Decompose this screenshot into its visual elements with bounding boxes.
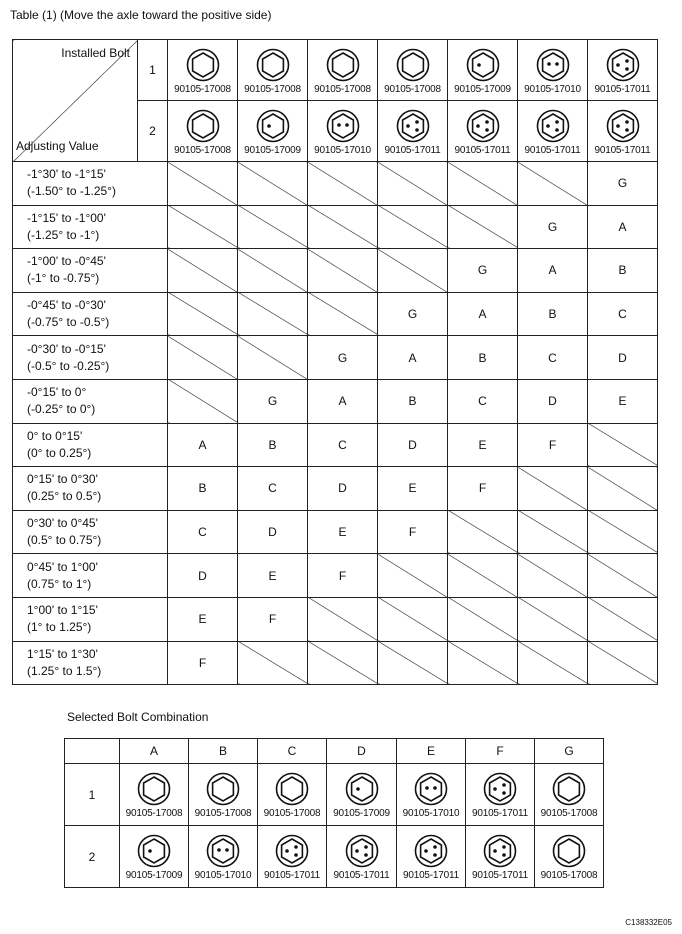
not-applicable-cell xyxy=(308,597,378,641)
bolt-cell xyxy=(535,764,604,826)
not-applicable-cell xyxy=(238,162,308,206)
combination-letter: A xyxy=(168,423,238,467)
combination-letter: D xyxy=(238,510,308,554)
not-applicable-cell xyxy=(168,379,238,423)
bolt-cell xyxy=(378,101,448,162)
bolt-figure xyxy=(238,105,307,158)
bolt-cell xyxy=(448,40,518,101)
bolt-figure xyxy=(535,768,603,821)
adjustment-row xyxy=(13,205,658,249)
part-number: 90105-17011 xyxy=(333,870,390,881)
selected-bolt-row xyxy=(65,826,604,888)
part-number: 90105-17008 xyxy=(125,808,183,819)
range-minutes: 1°15' to 1°30' xyxy=(27,646,98,661)
part-number: 90105-17011 xyxy=(471,870,528,881)
range-minutes: -0°15' to 0° xyxy=(27,385,87,400)
bolt-one-dot-icon xyxy=(466,48,500,82)
combination-letter-header: D xyxy=(327,739,397,764)
bolt-cell xyxy=(189,764,258,826)
bolt-figure xyxy=(378,44,447,97)
range-minutes: 0°45' to 1°00' xyxy=(27,559,98,574)
not-applicable-cell xyxy=(308,641,378,685)
bolt-position-number: 2 xyxy=(65,826,120,888)
bolt-cell xyxy=(466,764,535,826)
part-number: 90105-17011 xyxy=(454,144,511,156)
range-degrees: (0.5° to 0.75°) xyxy=(27,533,102,548)
range-minutes: -1°15' to -1°00' xyxy=(27,210,106,225)
adjustment-row xyxy=(13,641,658,685)
part-number: 90105-17011 xyxy=(524,144,581,156)
combination-letter: F xyxy=(168,641,238,685)
not-applicable-cell xyxy=(378,249,448,293)
bolt-cell xyxy=(397,826,466,888)
not-applicable-cell xyxy=(518,597,588,641)
range-degrees: (-1° to -0.75°) xyxy=(27,271,100,286)
combination-letter: D xyxy=(518,379,588,423)
range-degrees: (-1.25° to -1°) xyxy=(27,227,100,242)
not-applicable-cell xyxy=(378,162,448,206)
bolt-plain-icon xyxy=(206,772,240,806)
range-degrees: (-0.75° to -0.5°) xyxy=(27,315,110,330)
part-number: 90105-17008 xyxy=(174,83,231,95)
bolt-plain-icon xyxy=(552,772,586,806)
not-applicable-cell xyxy=(238,336,308,380)
bolt-three-dot-icon xyxy=(396,109,430,143)
adjustment-row xyxy=(13,336,658,380)
not-applicable-cell xyxy=(378,641,448,685)
bolt-figure xyxy=(238,44,307,97)
combination-letter: A xyxy=(518,249,588,293)
adjusting-value-range xyxy=(13,423,168,467)
range-minutes: -0°45' to -0°30' xyxy=(27,298,106,313)
combination-letter: C xyxy=(168,510,238,554)
bolt-plain-icon xyxy=(275,772,309,806)
bolt-figure xyxy=(448,44,517,97)
range-minutes: 0°15' to 0°30' xyxy=(27,472,98,487)
combination-letter: B xyxy=(238,423,308,467)
adjustment-row xyxy=(13,510,658,554)
combination-letter: F xyxy=(238,597,308,641)
part-number: 90105-17009 xyxy=(333,808,390,819)
part-number: 90105-17011 xyxy=(384,144,441,156)
combination-letter: G xyxy=(518,205,588,249)
not-applicable-cell xyxy=(448,641,518,685)
not-applicable-cell xyxy=(308,249,378,293)
part-number: 90105-17011 xyxy=(402,870,459,881)
range-degrees: (0.75° to 1°) xyxy=(27,576,92,591)
adjusting-value-range xyxy=(13,292,168,336)
bolt-two-dot-icon xyxy=(414,772,448,806)
bolt-position-number: 1 xyxy=(65,764,120,826)
not-applicable-cell xyxy=(308,292,378,336)
combination-letter: D xyxy=(588,336,658,380)
bolt-plain-icon xyxy=(256,48,290,82)
bolt-figure xyxy=(535,830,603,883)
bolt-cell xyxy=(466,826,535,888)
combination-letter-header: A xyxy=(120,739,189,764)
adjusting-value-label: Adjusting Value xyxy=(16,139,99,153)
not-applicable-cell xyxy=(518,162,588,206)
part-number: 90105-17011 xyxy=(263,870,320,881)
combination-letter: B xyxy=(168,467,238,511)
combination-letter: E xyxy=(588,379,658,423)
bolt-figure xyxy=(120,768,188,821)
bolt-cell xyxy=(308,101,378,162)
adjustment-row xyxy=(13,249,658,293)
bolt-cell xyxy=(168,101,238,162)
combination-letter: C xyxy=(588,292,658,336)
adjustment-table xyxy=(12,39,658,685)
corner-header xyxy=(13,40,138,162)
not-applicable-cell xyxy=(168,162,238,206)
combination-letter: E xyxy=(168,597,238,641)
bolt-three-dot-icon xyxy=(483,834,517,868)
bolt-three-dot-icon xyxy=(275,834,309,868)
range-degrees: (-0.25° to 0°) xyxy=(27,402,96,417)
part-number: 90105-17008 xyxy=(540,808,598,819)
adjusting-value-range xyxy=(13,205,168,249)
bolt-cell xyxy=(448,101,518,162)
part-number: 90105-17011 xyxy=(594,83,651,95)
bolt-figure xyxy=(189,830,257,883)
adjusting-value-range xyxy=(13,641,168,685)
bolt-cell xyxy=(327,764,397,826)
bolt-figure xyxy=(168,105,237,158)
combination-letter: B xyxy=(518,292,588,336)
combination-letter: B xyxy=(588,249,658,293)
not-applicable-cell xyxy=(378,205,448,249)
bolt-cell xyxy=(588,40,658,101)
bolt-two-dot-icon xyxy=(326,109,360,143)
adjustment-row xyxy=(13,597,658,641)
bolt-two-dot-icon xyxy=(206,834,240,868)
part-number: 90105-17008 xyxy=(244,83,301,95)
range-degrees: (-0.5° to -0.25°) xyxy=(27,358,110,373)
bolt-one-dot-icon xyxy=(345,772,379,806)
combination-header-row xyxy=(65,739,604,764)
selected-bolt-caption: Selected Bolt Combination xyxy=(67,710,209,724)
bolt-figure xyxy=(258,768,326,821)
bolt-figure xyxy=(466,830,534,883)
not-applicable-cell xyxy=(168,249,238,293)
part-number: 90105-17008 xyxy=(174,144,231,156)
bolt-cell xyxy=(535,826,604,888)
part-number: 90105-17008 xyxy=(314,83,371,95)
part-number: 90105-17008 xyxy=(194,808,252,819)
part-number: 90105-17011 xyxy=(594,144,651,156)
bolt-cell xyxy=(238,40,308,101)
combination-letter: C xyxy=(308,423,378,467)
bolt-cell xyxy=(378,40,448,101)
combination-letter: G xyxy=(378,292,448,336)
not-applicable-cell xyxy=(238,205,308,249)
combination-letter-header: B xyxy=(189,739,258,764)
combination-letter: G xyxy=(238,379,308,423)
installed-bolt-label: Installed Bolt xyxy=(61,46,130,60)
combination-letter: C xyxy=(448,379,518,423)
bolt-plain-icon xyxy=(326,48,360,82)
combination-letter: F xyxy=(448,467,518,511)
bolt-cell xyxy=(518,40,588,101)
not-applicable-cell xyxy=(168,292,238,336)
bolt-cell xyxy=(238,101,308,162)
bolt-figure xyxy=(466,768,534,821)
range-minutes: -1°00' to -0°45' xyxy=(27,254,106,269)
bolt-cell xyxy=(588,101,658,162)
part-number: 90105-17010 xyxy=(524,83,581,95)
not-applicable-cell xyxy=(448,205,518,249)
bolt-three-dot-icon xyxy=(345,834,379,868)
adjustment-row xyxy=(13,554,658,598)
bolt-plain-icon xyxy=(186,48,220,82)
adjusting-value-range xyxy=(13,162,168,206)
adjusting-value-range xyxy=(13,379,168,423)
combination-letter: E xyxy=(238,554,308,598)
combination-letter-header: E xyxy=(397,739,466,764)
not-applicable-cell xyxy=(308,162,378,206)
bolt-figure xyxy=(588,105,657,158)
installed-bolt-row xyxy=(13,40,658,101)
bolt-three-dot-icon xyxy=(606,109,640,143)
bolt-two-dot-icon xyxy=(536,48,570,82)
combination-letter-header: C xyxy=(258,739,327,764)
adjusting-value-range xyxy=(13,467,168,511)
range-degrees: (0° to 0.25°) xyxy=(27,445,92,460)
not-applicable-cell xyxy=(448,510,518,554)
bolt-cell xyxy=(189,826,258,888)
bolt-figure xyxy=(327,830,396,883)
range-degrees: (1.25° to 1.5°) xyxy=(27,663,102,678)
not-applicable-cell xyxy=(588,467,658,511)
bolt-cell xyxy=(120,764,189,826)
not-applicable-cell xyxy=(168,336,238,380)
not-applicable-cell xyxy=(378,597,448,641)
not-applicable-cell xyxy=(448,162,518,206)
not-applicable-cell xyxy=(588,554,658,598)
empty-cell xyxy=(65,739,120,764)
not-applicable-cell xyxy=(518,554,588,598)
bolt-three-dot-icon xyxy=(483,772,517,806)
combination-letter: B xyxy=(378,379,448,423)
range-degrees: (0.25° to 0.5°) xyxy=(27,489,102,504)
not-applicable-cell xyxy=(518,641,588,685)
not-applicable-cell xyxy=(238,249,308,293)
bolt-three-dot-icon xyxy=(466,109,500,143)
combination-letter: A xyxy=(588,205,658,249)
range-minutes: 0° to 0°15' xyxy=(27,428,83,443)
adjusting-value-range xyxy=(13,249,168,293)
selected-bolt-table xyxy=(64,738,604,888)
range-minutes: -0°30' to -0°15' xyxy=(27,341,106,356)
adjusting-value-range xyxy=(13,597,168,641)
not-applicable-cell xyxy=(168,205,238,249)
not-applicable-cell xyxy=(588,423,658,467)
part-number: 90105-17008 xyxy=(263,808,321,819)
bolt-figure xyxy=(588,44,657,97)
not-applicable-cell xyxy=(308,205,378,249)
bolt-cell xyxy=(258,764,327,826)
figure-code: C138332E05 xyxy=(625,918,672,927)
adjusting-value-range xyxy=(13,336,168,380)
part-number: 90105-17008 xyxy=(540,870,598,881)
not-applicable-cell xyxy=(378,554,448,598)
bolt-figure xyxy=(189,768,257,821)
combination-letter-header: G xyxy=(535,739,604,764)
part-number: 90105-17011 xyxy=(471,808,528,819)
adjusting-value-range xyxy=(13,510,168,554)
combination-letter: F xyxy=(378,510,448,554)
bolt-three-dot-icon xyxy=(414,834,448,868)
bolt-cell xyxy=(397,764,466,826)
combination-letter: D xyxy=(378,423,448,467)
part-number: 90105-17009 xyxy=(454,83,511,95)
bolt-one-dot-icon xyxy=(137,834,171,868)
bolt-cell xyxy=(327,826,397,888)
adjustment-row xyxy=(13,292,658,336)
bolt-position-number: 1 xyxy=(138,40,168,101)
bolt-position-number: 2 xyxy=(138,101,168,162)
bolt-plain-icon xyxy=(137,772,171,806)
bolt-plain-icon xyxy=(186,109,220,143)
bolt-figure xyxy=(378,105,447,158)
combination-letter: B xyxy=(448,336,518,380)
bolt-cell xyxy=(120,826,189,888)
bolt-three-dot-icon xyxy=(606,48,640,82)
combination-letter: G xyxy=(308,336,378,380)
combination-letter: G xyxy=(588,162,658,206)
adjustment-row xyxy=(13,379,658,423)
combination-letter: G xyxy=(448,249,518,293)
not-applicable-cell xyxy=(238,641,308,685)
bolt-figure xyxy=(120,830,188,883)
range-minutes: 0°30' to 0°45' xyxy=(27,516,98,531)
combination-letter: C xyxy=(238,467,308,511)
bolt-figure xyxy=(258,830,326,883)
bolt-figure xyxy=(308,44,377,97)
bolt-one-dot-icon xyxy=(256,109,290,143)
combination-letter: D xyxy=(168,554,238,598)
combination-letter: E xyxy=(378,467,448,511)
bolt-plain-icon xyxy=(552,834,586,868)
adjustment-row xyxy=(13,162,658,206)
bolt-cell xyxy=(258,826,327,888)
adjustment-row xyxy=(13,423,658,467)
bolt-figure xyxy=(397,768,465,821)
combination-letter: F xyxy=(518,423,588,467)
part-number: 90105-17009 xyxy=(125,870,183,881)
bolt-figure xyxy=(168,44,237,97)
combination-letter: A xyxy=(448,292,518,336)
bolt-figure xyxy=(397,830,465,883)
not-applicable-cell xyxy=(448,597,518,641)
part-number: 90105-17010 xyxy=(194,870,252,881)
not-applicable-cell xyxy=(588,510,658,554)
part-number: 90105-17010 xyxy=(314,144,371,156)
part-number: 90105-17009 xyxy=(244,144,301,156)
range-minutes: 1°00' to 1°15' xyxy=(27,603,98,618)
combination-letter: D xyxy=(308,467,378,511)
bolt-figure xyxy=(327,768,396,821)
part-number: 90105-17010 xyxy=(402,808,460,819)
not-applicable-cell xyxy=(448,554,518,598)
combination-letter: A xyxy=(308,379,378,423)
adjusting-value-range xyxy=(13,554,168,598)
combination-letter: A xyxy=(378,336,448,380)
adjustment-row xyxy=(13,467,658,511)
bolt-figure xyxy=(518,105,587,158)
bolt-cell xyxy=(308,40,378,101)
combination-letter: F xyxy=(308,554,378,598)
range-degrees: (1° to 1.25°) xyxy=(27,620,92,635)
combination-letter-header: F xyxy=(466,739,535,764)
not-applicable-cell xyxy=(588,641,658,685)
bolt-cell xyxy=(518,101,588,162)
range-minutes: -1°30' to -1°15' xyxy=(27,167,106,182)
part-number: 90105-17008 xyxy=(384,83,441,95)
selected-bolt-row xyxy=(65,764,604,826)
bolt-figure xyxy=(448,105,517,158)
not-applicable-cell xyxy=(518,510,588,554)
page-title: Table (1) (Move the axle toward the positive side) xyxy=(10,8,272,22)
bolt-cell xyxy=(168,40,238,101)
not-applicable-cell xyxy=(238,292,308,336)
combination-letter: E xyxy=(308,510,378,554)
bolt-figure xyxy=(518,44,587,97)
not-applicable-cell xyxy=(588,597,658,641)
not-applicable-cell xyxy=(518,467,588,511)
combination-letter: C xyxy=(518,336,588,380)
bolt-three-dot-icon xyxy=(536,109,570,143)
combination-letter: E xyxy=(448,423,518,467)
bolt-plain-icon xyxy=(396,48,430,82)
range-degrees: (-1.50° to -1.25°) xyxy=(27,184,116,199)
bolt-figure xyxy=(308,105,377,158)
